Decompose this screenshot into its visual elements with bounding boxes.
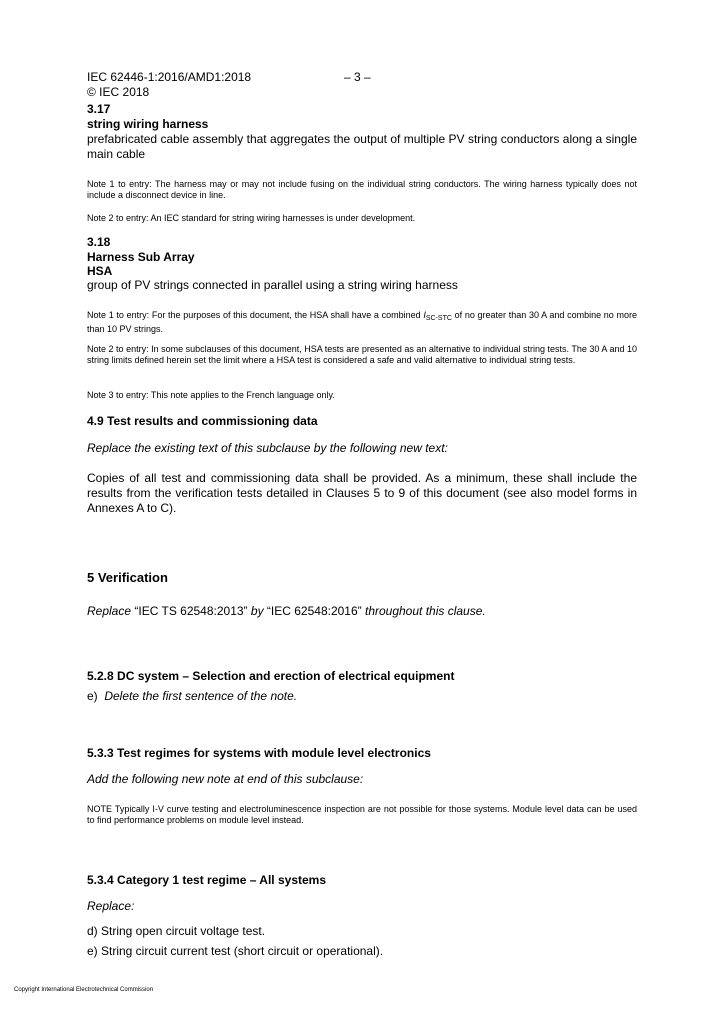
isc-symbol: I [423,310,426,320]
term-abbr-318: HSA [87,264,113,278]
term-number-318: 3.18 [87,235,111,249]
doc-id: IEC 62446-1:2016/AMD1:2018 [87,70,252,84]
term-318: Harness Sub Array [87,250,195,264]
page-number: – 3 – [344,70,371,84]
heading-5: 5 Verification [87,570,168,585]
heading-4-9: 4.9 Test results and commissioning data [87,414,318,428]
heading-5-3-3: 5.3.3 Test regimes for systems with module level electronics [87,746,431,760]
copyright-line: © IEC 2018 [87,85,150,99]
term-number-317: 3.17 [87,102,111,116]
text-4-9: Copies of all test and commissioning data shall be provided. As a minimum, these shall include the results from the verification tests detailed in Clauses 5 to 9 of this document (see also model forms in Annexes A to C). [87,471,637,515]
note1-318: Note 1 to entry: For the purposes of this document, the HSA shall have a combined $I_{SC-STC}$ of no greater than 30 A and combine no more than 10 PV strings. [87,310,638,334]
note2-318: Note 2 to entry: In some subclauses of this document, HSA tests are presented as an alternative to individual string tests. The 30 A and 10 string limits defined herein set the limit where a HSA test is considered a safe and valid alternative to individual string tests. [87,344,637,365]
term-317: string wiring harness [87,117,209,131]
heading-5-2-8: 5.2.8 DC system – Selection and erection of electrical equipment [87,669,455,683]
definition-318: group of PV strings connected in parallel using a string wiring harness [87,278,458,292]
note-5-3-3: NOTE Typically I-V curve testing and electroluminescence inspection are not possible for those systems. Module level data can be used to find performance problems on module level instead. [87,804,637,825]
definition-317: prefabricated cable assembly that aggregates the output of multiple PV string conductors along a single main cable [87,132,637,161]
note2-317: Note 2 to entry: An IEC standard for string wiring harnesses is under development. [87,213,416,223]
item-d-5-3-4: d) String open circuit voltage test. [87,924,266,938]
item-e-5-3-4: e) String circuit current test (short circuit or operational). [87,944,384,958]
instruction-5-3-3: Add the following new note at end of this subclause: [87,772,364,786]
instruction-5-3-4: Replace: [87,899,135,913]
note3-318: Note 3 to entry: This note applies to the French language only. [87,390,335,400]
instruction-4-9: Replace the existing text of this subclause by the following new text: [87,441,448,455]
instruction-5: Replace “IEC TS 62548:2013” by “IEC 62548:2016” throughout this clause. [87,604,486,618]
heading-5-3-4: 5.3.4 Category 1 test regime – All systems [87,873,327,887]
footer-copyright: Copyright International Electrotechnical Commission [14,987,154,993]
item-e-5-2-8: e) Delete the first sentence of the note. [87,689,298,703]
isc-subscript: SC-STC [425,315,452,322]
note1-317: Note 1 to entry: The harness may or may not include fusing on the individual string conductors. The wiring harness typically does not include a disconnect device in line. [87,179,637,200]
